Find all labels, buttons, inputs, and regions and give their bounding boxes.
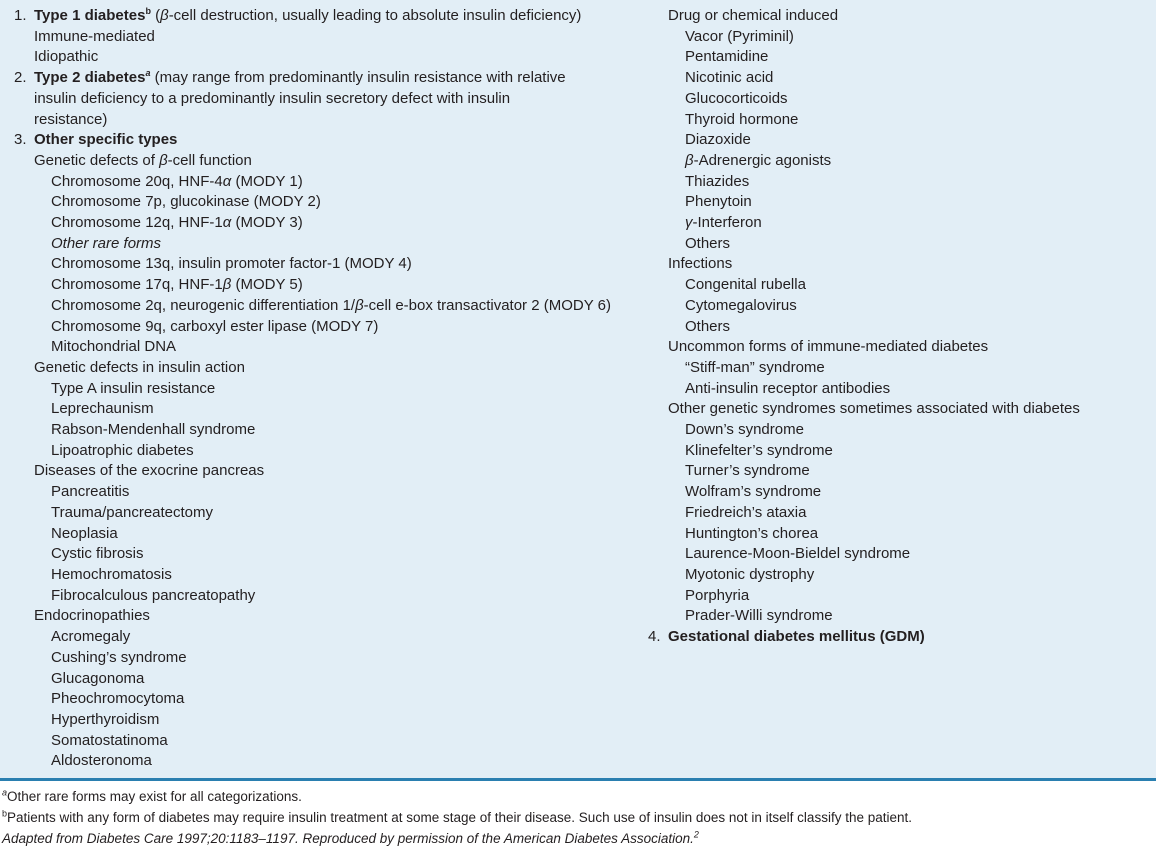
list-item-text: Chromosome 12q, HNF-1	[51, 214, 223, 232]
list-item: Vacor (Pyriminil)	[685, 27, 794, 45]
list-item: Klinefelter’s syndrome	[685, 441, 833, 459]
item-number: 4.	[648, 628, 661, 646]
list-item: Phenytoin	[685, 193, 752, 211]
greek-symbol: α	[222, 172, 232, 190]
list-item: Diazoxide	[685, 131, 751, 149]
list-item-subheading: Other rare forms	[51, 234, 162, 252]
list-item: Lipoatrophic diabetes	[51, 441, 194, 459]
list-item: Laurence-Moon-Bieldel syndrome	[685, 545, 911, 563]
list-item: Mitochondrial DNA	[51, 338, 177, 356]
greek-symbol: β	[159, 151, 168, 169]
greek-symbol: β	[685, 151, 694, 169]
list-item: Pancreatitis	[51, 483, 130, 501]
list-item	[14, 296, 634, 317]
greek-symbol: α	[222, 214, 232, 232]
list-item: Hemochromatosis	[51, 565, 172, 583]
item-gdm	[648, 627, 1148, 648]
list-item: Cystic fibrosis	[51, 545, 144, 563]
left-column	[14, 6, 634, 772]
item-number: 2.	[14, 69, 27, 87]
list-item: Huntington’s chorea	[685, 524, 819, 542]
list-item: Congenital rubella	[685, 276, 806, 294]
footnote-a	[2, 786, 1152, 807]
list-item: Pentamidine	[685, 48, 769, 66]
footnote-marker: a	[145, 68, 151, 79]
list-item-text: -Interferon	[692, 214, 762, 232]
list-item: Leprechaunism	[51, 400, 154, 418]
group-label: Genetic defects in insulin action	[34, 358, 245, 376]
list-item: Chromosome 7p, glucokinase (MODY 2)	[51, 193, 321, 211]
list-item	[14, 275, 634, 296]
list-item: Neoplasia	[51, 524, 118, 542]
list-item: Chromosome 13q, insulin promoter factor-1 (MODY 4)	[51, 255, 412, 273]
greek-symbol: γ	[685, 214, 693, 232]
greek-symbol: β	[160, 7, 169, 24]
group-label	[14, 151, 634, 172]
list-item: Rabson-Mendenhall syndrome	[51, 421, 256, 439]
list-item: Aldosteronoma	[51, 752, 152, 770]
item-other-types	[14, 130, 634, 151]
list-item: Turner’s syndrome	[685, 462, 810, 480]
list-item: Glucocorticoids	[685, 89, 788, 107]
group-label: Diseases of the exocrine pancreas	[34, 462, 265, 480]
item-desc-cont: insulin deficiency to a predominantly insulin secretory defect with insulin	[34, 89, 511, 107]
footnote-b	[2, 807, 1152, 828]
item-type2	[14, 68, 634, 89]
list-item: Type A insulin resistance	[51, 379, 216, 397]
list-item: Cytomegalovirus	[685, 296, 797, 314]
footnote-text: Patients with any form of diabetes may require insulin treatment at some stage of their disease. Such use of insulin does not in itself classify the patient.	[7, 810, 912, 825]
list-item: “Stiff-man” syndrome	[685, 358, 825, 376]
list-item: Idiopathic	[34, 48, 99, 66]
reference-marker: 2	[693, 829, 699, 840]
list-item: Anti-insulin receptor antibodies	[685, 379, 891, 397]
greek-symbol: β	[355, 296, 364, 314]
item-desc: (	[150, 7, 161, 24]
list-item-text: (MODY 3)	[231, 214, 303, 232]
list-item: Fibrocalculous pancreatopathy	[51, 586, 256, 604]
list-item: Glucagonoma	[51, 669, 145, 687]
footnote-marker: b	[145, 6, 151, 16]
list-item: Myotonic dystrophy	[685, 565, 815, 583]
list-item: Acromegaly	[51, 628, 131, 646]
list-item: Somatostatinoma	[51, 731, 168, 749]
right-column	[648, 6, 1148, 648]
list-item-text: Chromosome 20q, HNF-4	[51, 172, 223, 190]
group-label: Endocrinopathies	[34, 607, 150, 625]
list-item-text: (MODY 5)	[231, 276, 303, 294]
footnote-marker: b	[2, 808, 8, 819]
list-item-text: -Adrenergic agonists	[693, 151, 832, 169]
list-item: Trauma/pancreatectomy	[51, 503, 214, 521]
list-item-text: -cell e-box transactivator 2 (MODY 6)	[363, 296, 611, 314]
source-text: Adapted from Diabetes Care 1997;20:1183–1197. Reproduced by permission of the American Diabetes Association.	[2, 831, 694, 846]
item-number: 3.	[14, 131, 27, 149]
list-item	[648, 151, 1148, 172]
item-desc: (may range from predominantly insulin resistance with relative	[150, 69, 566, 87]
list-item: Chromosome 9q, carboxyl ester lipase (MODY 7)	[51, 317, 379, 335]
list-item-text: Chromosome 2q, neurogenic differentiation 1/	[51, 296, 356, 314]
source-note	[2, 828, 1152, 849]
table-bottom-rule	[0, 778, 1156, 781]
list-item-text: (MODY 1)	[231, 172, 303, 190]
greek-symbol: β	[222, 276, 232, 294]
list-item: Prader-Willi syndrome	[685, 607, 833, 625]
list-item	[14, 213, 634, 234]
list-item: Nicotinic acid	[685, 69, 774, 87]
group-label-text: Genetic defects of	[34, 151, 160, 169]
list-item: Hyperthyroidism	[51, 710, 160, 728]
item-title: Gestational diabetes mellitus (GDM)	[668, 628, 925, 646]
list-item: Thiazides	[685, 172, 750, 190]
list-item: Friedreich’s ataxia	[685, 503, 807, 521]
item-type1	[14, 6, 634, 27]
item-number: 1.	[14, 7, 27, 24]
list-item: Cushing’s syndrome	[51, 648, 187, 666]
list-item	[14, 172, 634, 193]
group-label: Other genetic syndromes sometimes associated with diabetes	[668, 400, 1080, 418]
list-item: Down’s syndrome	[685, 421, 804, 439]
item-desc: -cell destruction, usually leading to absolute insulin deficiency)	[168, 7, 582, 24]
list-item: Others	[685, 234, 731, 252]
group-label-text: -cell function	[167, 151, 252, 169]
item-title: Type 2 diabetes	[34, 69, 146, 87]
list-item: Immune-mediated	[34, 27, 155, 45]
list-item	[648, 213, 1148, 234]
footnote-marker: a	[2, 787, 8, 798]
group-label: Uncommon forms of immune-mediated diabetes	[668, 338, 989, 356]
group-label: Drug or chemical induced	[668, 7, 839, 24]
group-label: Infections	[668, 255, 733, 273]
list-item: Pheochromocytoma	[51, 690, 185, 708]
item-desc-cont: resistance)	[34, 110, 108, 128]
list-item: Thyroid hormone	[685, 110, 799, 128]
list-item-text: Chromosome 17q, HNF-1	[51, 276, 223, 294]
list-item: Others	[685, 317, 731, 335]
list-item: Porphyria	[685, 586, 750, 604]
item-title: Other specific types	[34, 131, 178, 149]
list-item: Wolfram’s syndrome	[685, 483, 822, 501]
footnote-text: Other rare forms may exist for all categorizations.	[7, 789, 302, 804]
footnotes	[2, 786, 1152, 849]
item-title: Type 1 diabetes	[34, 7, 146, 24]
